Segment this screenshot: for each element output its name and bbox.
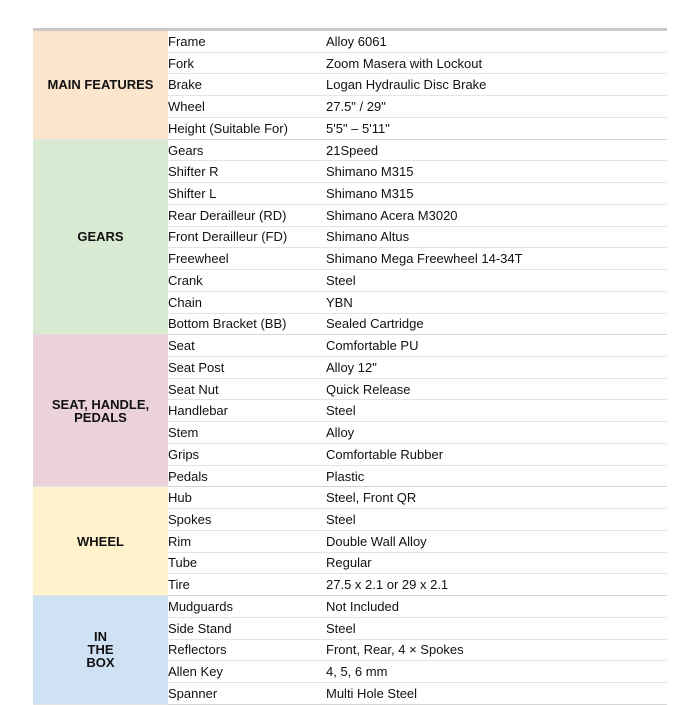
- spec-name: Chain: [168, 291, 326, 313]
- spec-value: Shimano M315: [326, 183, 667, 205]
- spec-table-body: [33, 31, 667, 704]
- spec-value: Steel: [326, 509, 667, 531]
- spec-name: Frame: [168, 31, 326, 52]
- spec-value: Alloy 6061: [326, 31, 667, 52]
- spec-value: Front, Rear, 4 × Spokes: [326, 639, 667, 661]
- spec-name: Front Derailleur (FD): [168, 226, 326, 248]
- spec-name: Seat Nut: [168, 378, 326, 400]
- spec-name: Brake: [168, 74, 326, 96]
- spec-name: Handlebar: [168, 400, 326, 422]
- spec-name: Fork: [168, 52, 326, 74]
- spec-table: [33, 31, 667, 705]
- spec-value: 27.5" / 29": [326, 96, 667, 118]
- spec-name: Hub: [168, 487, 326, 509]
- category-label: SEAT, HANDLE, PEDALS: [51, 396, 150, 425]
- spec-name: Gears: [168, 139, 326, 161]
- spec-value: Steel, Front QR: [326, 487, 667, 509]
- category-cell: [33, 596, 168, 705]
- spec-name: Freewheel: [168, 248, 326, 270]
- spec-value: Comfortable Rubber: [326, 443, 667, 465]
- spec-value: Logan Hydraulic Disc Brake: [326, 74, 667, 96]
- spec-value: YBN: [326, 291, 667, 313]
- spec-name: Seat: [168, 335, 326, 357]
- category-cell: [33, 31, 168, 139]
- spec-value: Regular: [326, 552, 667, 574]
- category-label: MAIN FEATURES: [47, 77, 154, 93]
- spec-name: Shifter R: [168, 161, 326, 183]
- spec-name: Tire: [168, 574, 326, 596]
- spec-name: Reflectors: [168, 639, 326, 661]
- spec-name: Shifter L: [168, 183, 326, 205]
- spec-value: Shimano Mega Freewheel 14-34T: [326, 248, 667, 270]
- spec-value: Zoom Masera with Lockout: [326, 52, 667, 74]
- spec-value: Alloy: [326, 422, 667, 444]
- spec-value: Steel: [326, 270, 667, 292]
- category-label: GEARS: [77, 229, 124, 245]
- category-label: WHEEL: [77, 533, 124, 549]
- spec-name: Grips: [168, 443, 326, 465]
- category-cell: [33, 335, 168, 487]
- spec-name: Height (Suitable For): [168, 117, 326, 139]
- spec-value: 27.5 x 2.1 or 29 x 2.1: [326, 574, 667, 596]
- spec-value: Quick Release: [326, 378, 667, 400]
- spec-value: Shimano M315: [326, 161, 667, 183]
- spec-name: Side Stand: [168, 617, 326, 639]
- table-row: [33, 487, 667, 509]
- spec-name: Spanner: [168, 683, 326, 705]
- spec-value: 4, 5, 6 mm: [326, 661, 667, 683]
- spec-name: Seat Post: [168, 357, 326, 379]
- spec-value: Sealed Cartridge: [326, 313, 667, 335]
- spec-name: Rim: [168, 530, 326, 552]
- table-row: [33, 596, 667, 618]
- table-row: [33, 335, 667, 357]
- table-row: [33, 31, 667, 52]
- spec-value: Not Included: [326, 596, 667, 618]
- spec-name: Rear Derailleur (RD): [168, 204, 326, 226]
- category-cell: [33, 139, 168, 335]
- spec-name: Wheel: [168, 96, 326, 118]
- spec-value: Shimano Acera M3020: [326, 204, 667, 226]
- spec-value: Comfortable PU: [326, 335, 667, 357]
- spec-value: Shimano Altus: [326, 226, 667, 248]
- spec-value: Multi Hole Steel: [326, 683, 667, 705]
- spec-value: Steel: [326, 400, 667, 422]
- spec-name: Bottom Bracket (BB): [168, 313, 326, 335]
- spec-value: 21Speed: [326, 139, 667, 161]
- spec-name: Crank: [168, 270, 326, 292]
- category-cell: [33, 487, 168, 596]
- spec-value: Plastic: [326, 465, 667, 487]
- spec-name: Tube: [168, 552, 326, 574]
- spec-value: 5'5" – 5'11": [326, 117, 667, 139]
- spec-name: Mudguards: [168, 596, 326, 618]
- spec-name: Stem: [168, 422, 326, 444]
- spec-value: Steel: [326, 617, 667, 639]
- table-row: [33, 139, 667, 161]
- spec-name: Spokes: [168, 509, 326, 531]
- spec-value: Alloy 12": [326, 357, 667, 379]
- spec-name: Pedals: [168, 465, 326, 487]
- category-label: IN THE BOX: [86, 629, 115, 671]
- spec-value: Double Wall Alloy: [326, 530, 667, 552]
- spec-name: Allen Key: [168, 661, 326, 683]
